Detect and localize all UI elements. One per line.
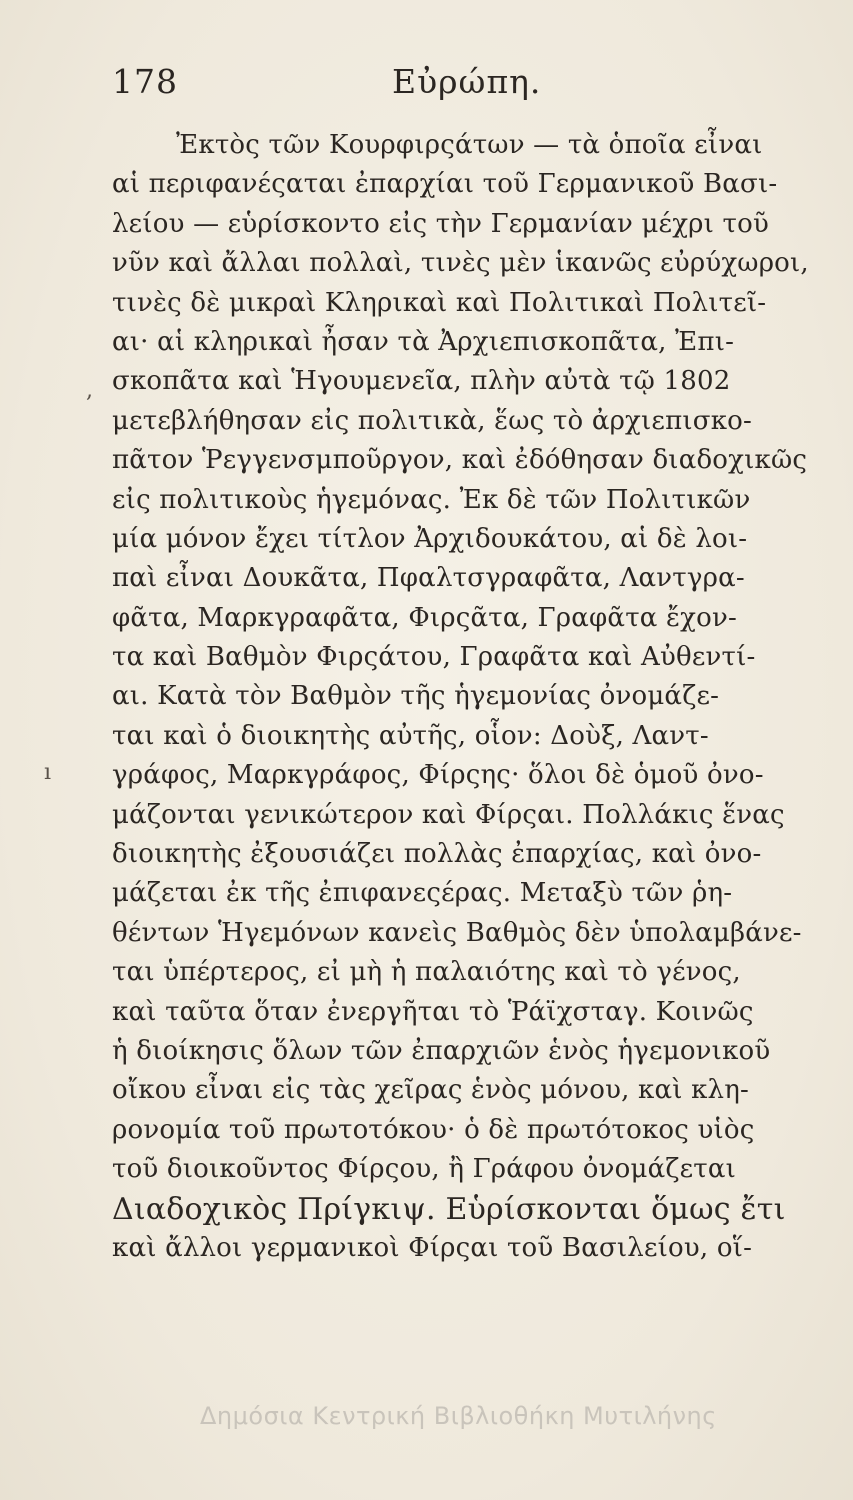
text-line: τινὲς δὲ μικραὶ Κληρικαὶ καὶ Πολιτικαὶ Πολιτεῖ- [112,287,767,318]
text-line: αι· αἱ κληρικαὶ ἦσαν τὰ Ἀρχιεπισκοπᾶτα, Ἐπι- [112,326,735,357]
text-line: διοικητὴς ἐξουσιάζει πολλὰς ἐπαρχίας, καὶ ὀνο- [112,839,762,870]
text-line: νῦν καὶ ἄλλαι πολλαὶ, τινὲς μὲν ἱκανῶς εὐρύχωροι, [112,248,809,279]
text-line: ται ὑπέρτερος, εἰ μὴ ἡ παλαιότης καὶ τὸ γένος, [112,957,741,988]
text-line: Διαδοχικὸς Πρίγκιψ. Εὑρίσκονται ὅμως ἔτι [112,1191,786,1227]
text-line: εἰς πολιτικοὺς ἡγεμόνας. Ἐκ δὲ τῶν Πολιτικῶν [112,484,751,515]
text-line: σκοπᾶτα καὶ Ἡγουμενεῖα, πλὴν αὐτὰ τῷ 1802 [112,366,731,397]
page-header [112,62,752,112]
text-line: αι. Κατὰ τὸν Βαθμὸν τῆς ἡγεμονίας ὀνομάζε- [112,681,720,712]
text-line: πᾶτον Ῥεγγενσμποῦργον, καὶ ἐδόθησαν διαδοχικῶς [112,445,808,476]
text-line: αἱ περιφανέςαται ἐπαρχίαι τοῦ Γερμανικοῦ Βασι- [112,169,778,200]
text-line: γράφος, Μαρκγράφος, Φίρςης· ὅλοι δὲ ὁμοῦ ὀνο- [112,760,764,791]
text-line: καὶ ταῦτα ὅταν ἐνεργῆται τὸ Ῥάϊχσταγ. Κοινῶς [112,996,754,1027]
text-line: Ἐκτὸς τῶν Κουρφιρςάτων — τὰ ὁποῖα εἶναι [176,130,763,160]
margin-tick-mark: , [86,378,93,403]
text-line: ται καὶ ὁ διοικητὴς αὐτῆς, οἷον: Δοὺξ, Λαντ- [112,720,709,751]
text-line: μάζεται ἐκ τῆς ἐπιφανεςέρας. Μεταξὺ τῶν ῥη- [112,878,733,909]
text-line: παὶ εἶναι Δουκᾶτα, Πφαλτσγραφᾶτα, Λαντγρα- [112,563,745,594]
text-line: ρονομία τοῦ πρωτοτόκου· ὁ δὲ πρωτότοκος υἱὸς [112,1114,755,1145]
text-line: καὶ ἄλλοι γερμανικοὶ Φίρςαι τοῦ Βασιλείου, οἵ- [112,1232,753,1263]
text-line: μετεβλήθησαν εἰς πολιτικὰ, ἕως τὸ ἀρχιεπισκο- [112,405,752,436]
text-line: μάζονται γενικώτερον καὶ Φίρςαι. Πολλάκις ἕνας [112,799,785,830]
text-line: οἴκου εἶναι εἰς τὰς χεῖρας ἑνὸς μόνου, καὶ κλη- [112,1075,749,1106]
text-line: θέντων Ἡγεμόνων κανεὶς Βαθμὸς δὲν ὑπολαμβάνε- [112,917,802,948]
text-line: μία μόνον ἔχει τίτλον Ἀρχιδουκάτου, αἱ δὲ λοι- [112,523,748,554]
margin-tick-mark: ı [44,760,52,785]
body-text [112,126,809,1268]
text-line: λείου — εὑρίσκοντο εἰς τὴν Γερμανίαν μέχρι τοῦ [112,208,769,239]
text-line: ἡ διοίκησις ὅλων τῶν ἐπαρχιῶν ἑνὸς ἡγεμονικοῦ [112,1035,771,1066]
running-head: Εὐρώπη. [392,62,542,101]
text-line: τοῦ διοικοῦντος Φίρςου, ἢ Γράφου ὀνομάζεται [112,1154,737,1185]
library-watermark: Δημόσια Κεντρική Βιβλιοθήκη Μυτιλήνης [200,1402,717,1430]
text-line: τα καὶ Βαθμὸν Φιρςάτου, Γραφᾶτα καὶ Αὐθεντί- [112,642,756,673]
text-line: φᾶτα, Μαρκγραφᾶτα, Φιρςᾶτα, Γραφᾶτα ἔχον- [112,602,737,633]
page-number: 178 [112,62,178,101]
